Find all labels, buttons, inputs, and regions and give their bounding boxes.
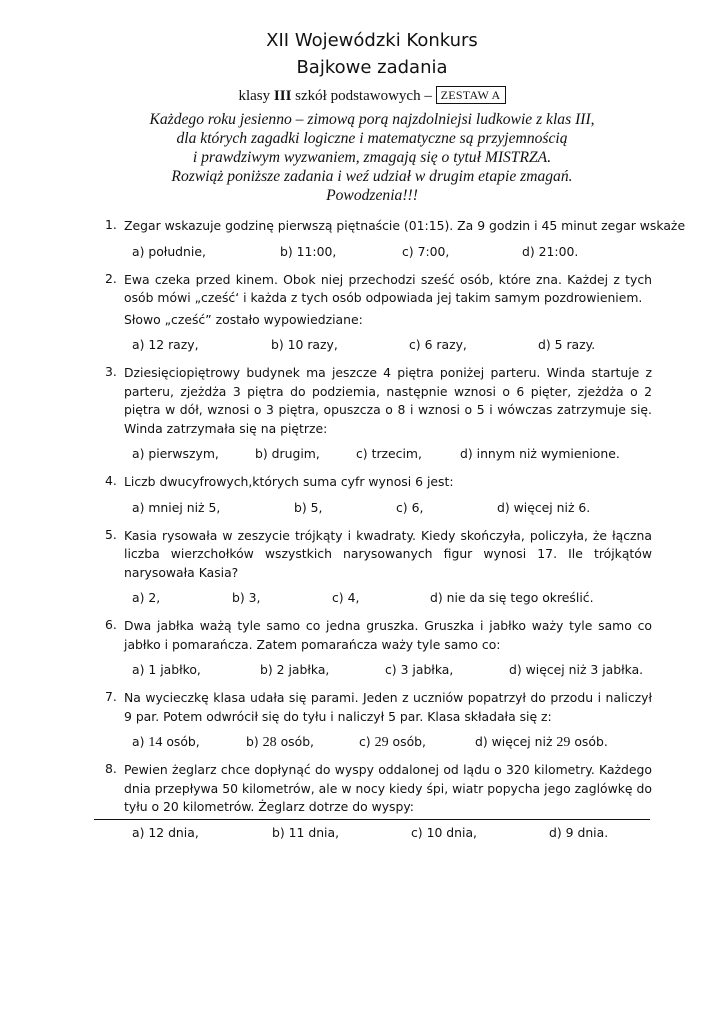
class-grade: III: [273, 88, 292, 104]
option-a: a) pierwszym,: [132, 446, 219, 461]
set-label-box: ZESTAW A: [436, 86, 506, 104]
intro-line: Powodzenia!!!: [326, 187, 418, 204]
question-list: [100, 217, 686, 852]
question-number: 7.: [105, 689, 117, 704]
option-c: c) 4,: [332, 590, 360, 605]
question-text: Kasia rysowała w zeszycie trójkąty i kwadraty. Kiedy skończyła, policzyła, że łączna liczba wierzchołków wszystkich narysowanych figur wynosi 17. Ile trójkątów narysowała Kasia?: [124, 527, 652, 580]
option-a: a) południe,: [132, 243, 206, 259]
option-c: c) 10 dnia,: [411, 824, 477, 840]
option-number: 29: [374, 735, 389, 750]
question-text: Dziesięciopiętrowy budynek ma jeszcze 4 piętra poniżej parteru. Winda startuje z parteru, zjeżdża 3 piętra do podziemia, następnie wznosi o 6 pięter, zjeżdża o 2 piętra w dół, wznosi o 3 piętra, opuszcza o 8 i wznosi o 5 i wówczas zatrzymuje się. Winda zatrzymała się na piętrze:: [124, 365, 652, 436]
option-a: a) 12 razy,: [132, 337, 199, 352]
option-suffix: osób.: [570, 734, 608, 749]
option-a: a) 1 jabłko,: [132, 662, 201, 677]
question-text: Pewien żeglarz chce dopłynąć do wyspy oddalonej od lądu o 320 kilometry. Każdego dnia przepływa 50 kilometrów, ale w nocy kiedy śpi, wiatr popycha jego zaglówkę do tyłu o 20 kilometrów. Żeglarz dotrze do wyspy:: [124, 762, 652, 814]
option-suffix: osób,: [388, 734, 426, 749]
option-number: 28: [262, 735, 277, 750]
question-4: [100, 473, 652, 518]
answer-options: [124, 244, 652, 262]
answer-options: [124, 825, 652, 843]
option-c: c) 3 jabłka,: [385, 662, 454, 677]
intro-line: dla których zagadki logiczne i matematyczne są przyjemnością: [176, 130, 568, 147]
question-number: 5.: [105, 526, 117, 542]
option-a: a) 12 dnia,: [132, 824, 199, 840]
option-number: 14: [148, 735, 163, 750]
question-text: Zegar wskazuje godzinę pierwszą piętnaście (01:15). Za 9 godzin i 45 minut zegar wskaże: [124, 218, 686, 233]
option-prefix: d) więcej niż: [475, 734, 557, 749]
intro-text: [0, 110, 724, 205]
question-number: 3.: [105, 364, 117, 379]
question-number: 1.: [105, 217, 117, 232]
question-text: Ewa czeka przed kinem. Obok niej przechodzi sześć osób, które zna. Każdej z tych osób mówi „cześć‘ i każda z tych osób odpowiada jej takim samym pozdrowieniem.: [124, 271, 652, 305]
option-prefix: b): [246, 734, 263, 749]
option-b: b) 11 dnia,: [272, 824, 340, 840]
question-number: 4.: [105, 473, 117, 488]
answer-options: [124, 337, 652, 355]
option-c: c) 6 razy,: [409, 337, 467, 352]
answer-options: [124, 734, 652, 752]
question-8: [100, 761, 652, 843]
option-b: b) 3,: [232, 590, 261, 605]
option-b: b) 11:00,: [280, 243, 337, 259]
question-subtext: Słowo „cześć” zostało wypowiedziane:: [124, 311, 363, 327]
option-a: a) 2,: [132, 590, 161, 605]
option-a: [132, 734, 200, 751]
option-d: d) 9 dnia.: [549, 824, 609, 840]
intro-line: Każdego roku jesienno – zimową porą najzdolniejsi ludkowie z klas III,: [149, 111, 595, 128]
option-prefix: a): [132, 734, 149, 749]
page-title: XII Wojewódzki Konkurs: [266, 30, 478, 51]
option-number: 29: [556, 735, 571, 750]
class-prefix: klasy: [238, 88, 274, 104]
bottom-rule: [94, 819, 650, 820]
option-suffix: osób,: [162, 734, 200, 749]
option-a: a) mniej niż 5,: [132, 499, 221, 515]
option-d: [475, 734, 608, 751]
option-d: d) więcej niż 6.: [497, 499, 591, 515]
question-number: 6.: [105, 617, 117, 632]
question-text: Na wycieczkę klasa udała się parami. Jeden z uczniów popatrzył do przodu i naliczył 9 par. Potem odwrócił się do tyłu i naliczył 5 par. Klasa składała się z:: [124, 690, 652, 724]
answer-options: [124, 446, 652, 464]
question-6: [100, 617, 652, 680]
option-b: b) drugim,: [255, 446, 320, 461]
option-b: b) 2 jabłka,: [260, 662, 330, 677]
option-d: d) 21:00.: [522, 243, 579, 259]
intro-line: Rozwiąż poniższe zadania i weź udział w drugim etapie zmagań.: [171, 168, 573, 185]
answer-options: [124, 500, 652, 518]
question-number: 8.: [105, 761, 117, 776]
question-7: [100, 689, 652, 752]
question-3: [100, 364, 652, 464]
question-1: [100, 217, 686, 262]
question-5: [100, 527, 652, 609]
class-line: [0, 86, 724, 105]
page-subtitle: Bajkowe zadania: [296, 57, 448, 78]
option-prefix: c): [359, 734, 375, 749]
option-d: d) innym niż wymienione.: [460, 446, 620, 461]
class-suffix: szkół podstawowych: [291, 88, 421, 104]
option-c: c) 7:00,: [402, 243, 450, 259]
intro-line: i prawdziwym wyzwaniem, zmagają się o tytuł MISTRZA.: [192, 149, 552, 166]
answer-options: [124, 662, 652, 680]
option-b: b) 10 razy,: [271, 337, 338, 352]
option-c: c) trzecim,: [356, 446, 422, 461]
option-d: d) 5 razy.: [538, 337, 596, 352]
option-suffix: osób,: [276, 734, 315, 749]
option-b: [246, 734, 314, 751]
question-text: Liczb dwucyfrowych,których suma cyfr wynosi 6 jest:: [124, 474, 454, 489]
question-2: [100, 271, 652, 356]
answer-options: [124, 590, 652, 608]
question-number: 2.: [105, 270, 117, 286]
class-dash: –: [420, 88, 436, 104]
question-text: Dwa jabłka ważą tyle samo co jedna gruszka. Gruszka i jabłko waży tyle samo co jabłko i pomarańcza. Zatem pomarańcza waży tyle samo co:: [124, 618, 652, 652]
option-b: b) 5,: [294, 499, 323, 515]
option-d: d) nie da się tego określić.: [430, 590, 594, 605]
option-d: d) więcej niż 3 jabłka.: [509, 662, 644, 677]
option-c: c) 6,: [396, 499, 424, 515]
option-c: [359, 734, 426, 751]
